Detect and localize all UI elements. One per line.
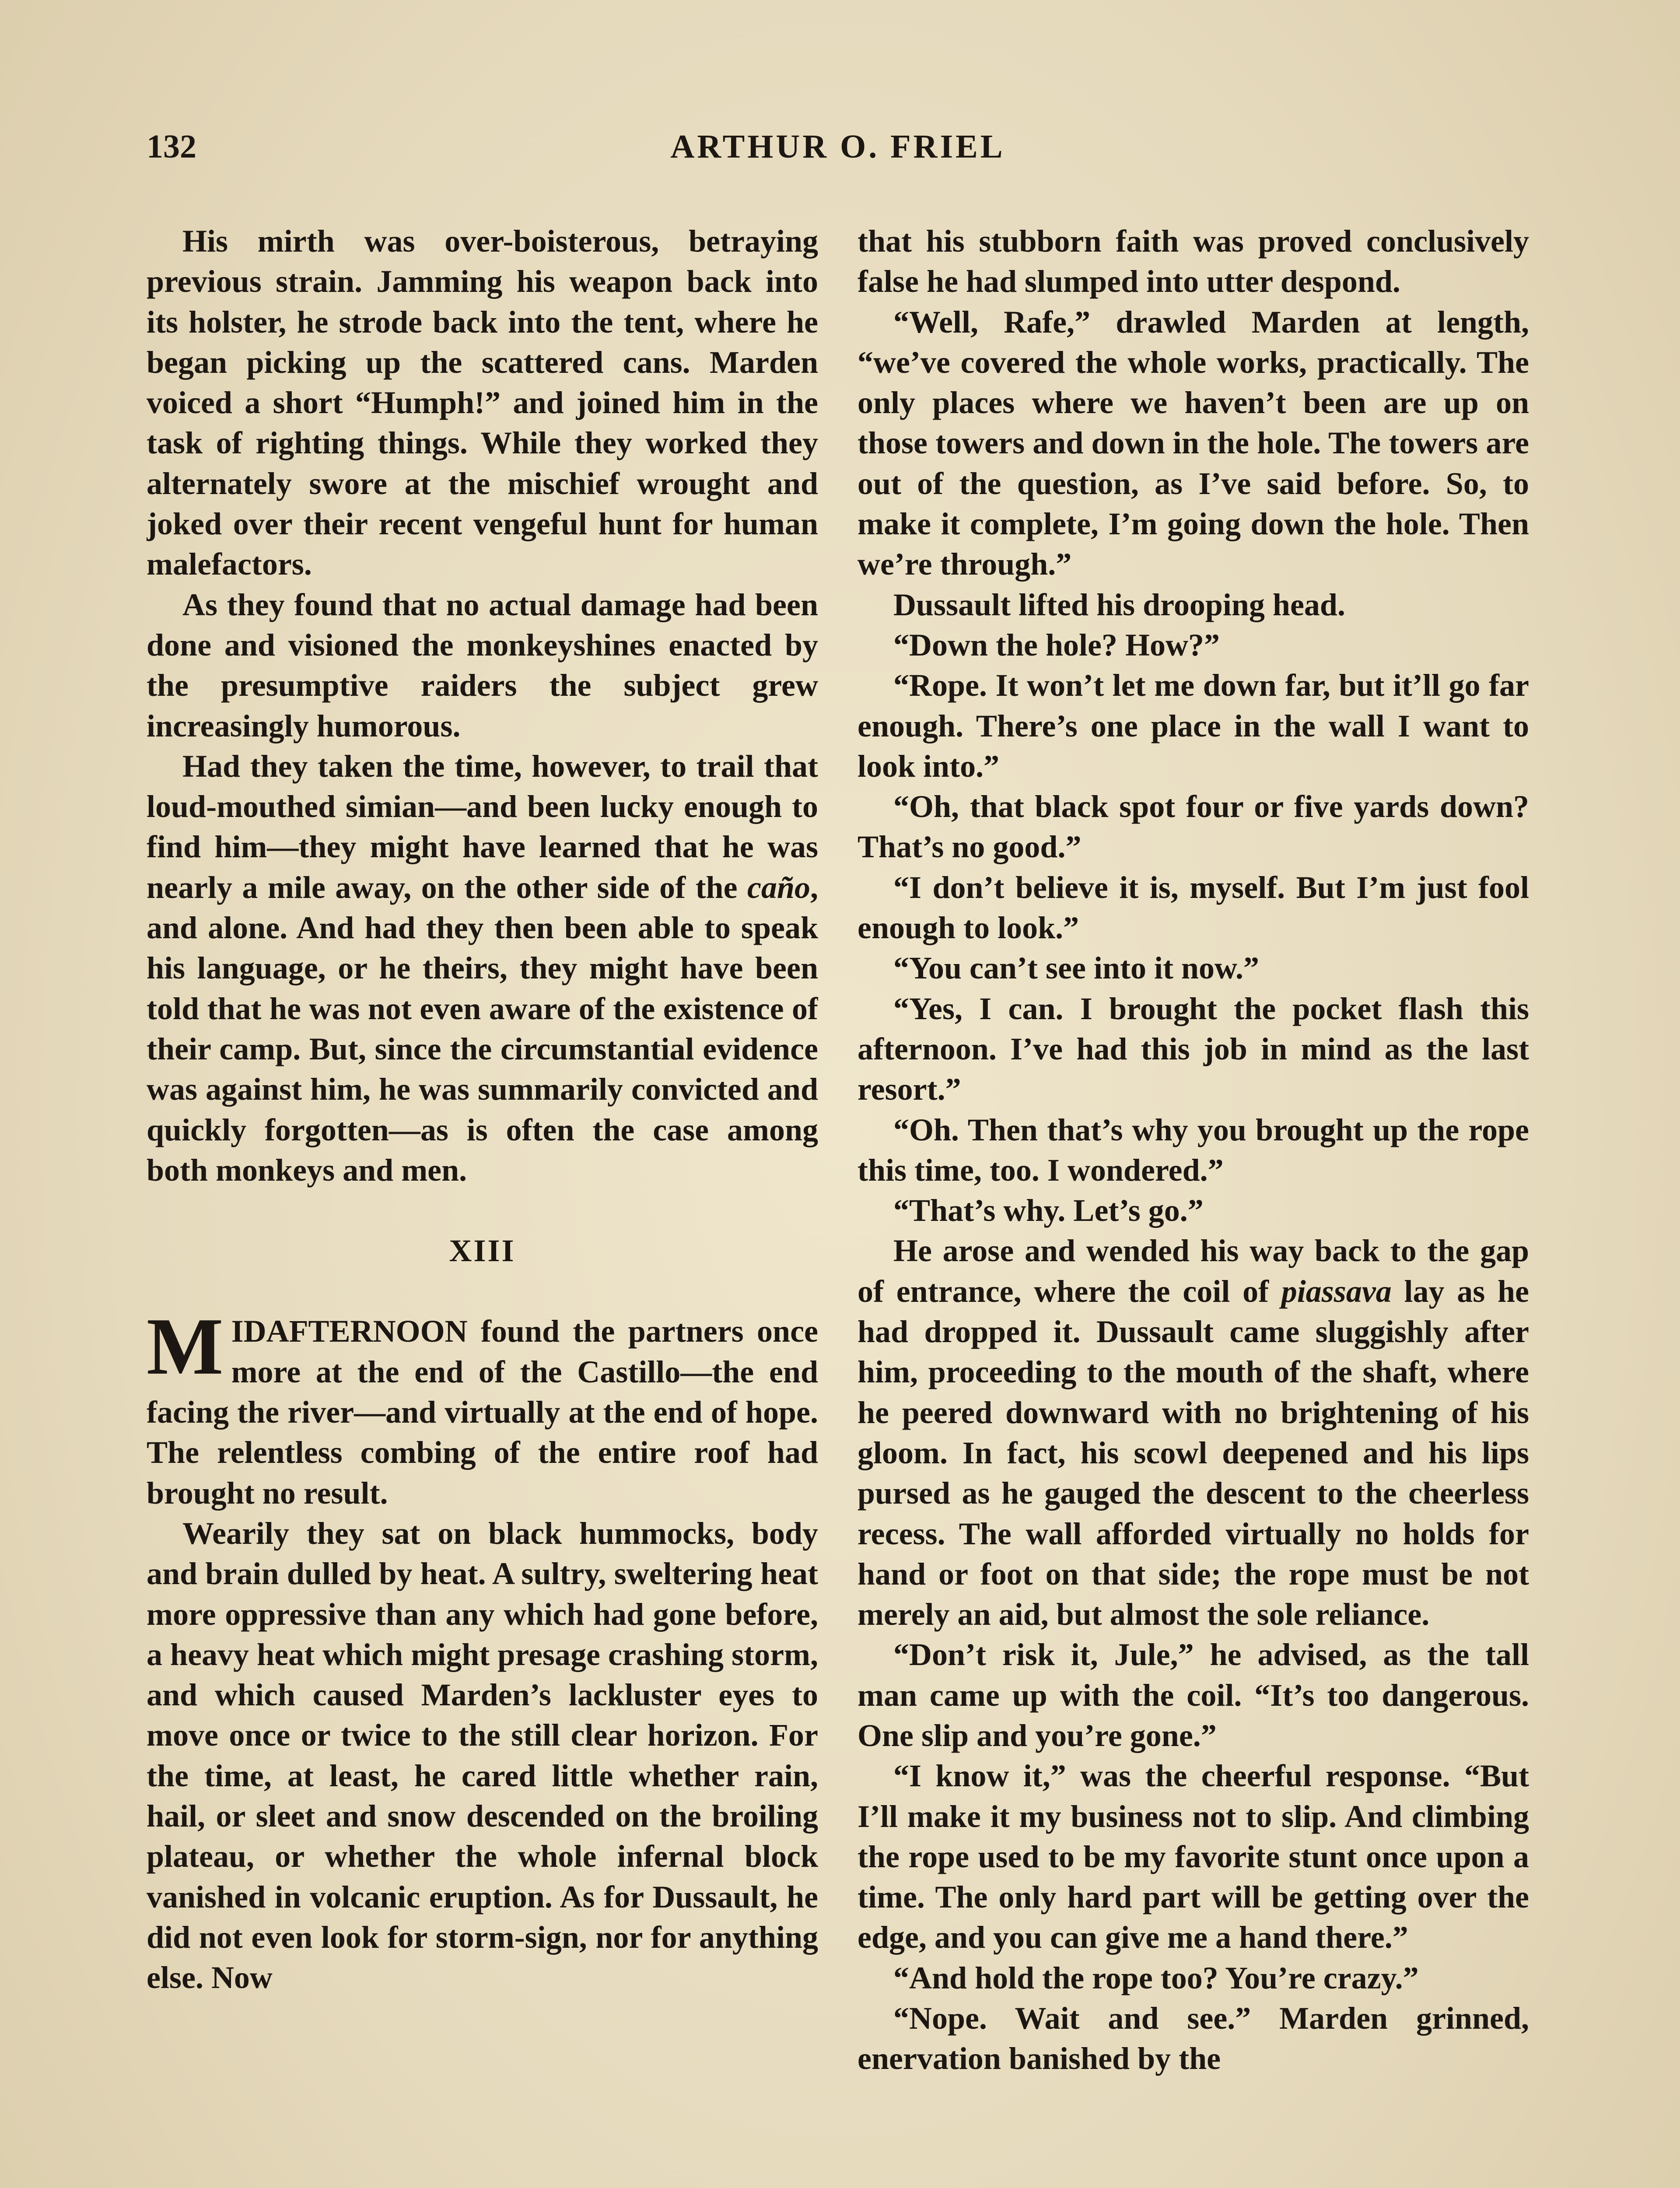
- paragraph: “I know it,” was the cheerful response. “But I’ll make it my business not to slip. And climbing the rope used to be my favorite stunt once upon a time. The only hard part will be getting over the edge, and you can give me a hand there.”: [858, 1758, 1529, 1955]
- running-head-author: ARTHUR O. FRIEL: [670, 128, 1005, 165]
- paragraph: “Yes, I can. I brought the pocket flash this afternoon. I’ve had this job in mind as the last resort.”: [858, 991, 1529, 1107]
- paragraph-text: He arose and wended his way back to the gap of entrance, where the coil of: [858, 1233, 1529, 1309]
- chapter-heading: XIII: [449, 1233, 516, 1269]
- italic-word: caño: [747, 870, 810, 905]
- paragraph: His mirth was over-boisterous, betraying previous strain. Jamming his weapon back into its holster, he strode back into the tent, where he began picking up the scattered cans. Marden voiced a short “Humph!” and joined him in the task of righting things. While they worked they alternately swore at the mischief wrought and joked over their recent vengeful hunt for human malefactors.: [147, 224, 818, 582]
- right-column: [858, 221, 1529, 2188]
- paragraph: “Down the hole? How?”: [893, 627, 1220, 663]
- paragraph: “You can’t see into it now.”: [893, 950, 1260, 986]
- paragraph: [858, 1231, 1529, 1634]
- drop-cap: M: [147, 1301, 224, 1392]
- left-column: [147, 221, 818, 2188]
- paragraph: that his stubborn faith was proved conclusively false he had slumped into utter despond.: [858, 224, 1529, 299]
- paragraph: [147, 746, 818, 1190]
- paragraph: “Oh. Then that’s why you brought up the rope this time, too. I wondered.”: [858, 1112, 1529, 1188]
- paragraph: “Don’t risk it, Jule,” he advised, as the tall man came up with the coil. “It’s too dangerous. One slip and you’re gone.”: [858, 1637, 1529, 1753]
- paragraph: “Oh, that black spot four or five yards down? That’s no good.”: [858, 789, 1529, 865]
- paragraph: Dussault lifted his drooping head.: [893, 587, 1345, 622]
- paragraph-text: Had they taken the time, however, to trail that loud-mouthed simian—and been lucky enough to find him—they might have learned that he was nearly a mile away, on the other side of the: [147, 748, 818, 905]
- paragraph: “I don’t believe it is, myself. But I’m just fool enough to look.”: [858, 870, 1529, 946]
- paragraph: “Nope. Wait and see.” Marden grinned, enervation banished by the: [858, 2001, 1529, 2076]
- paragraph: As they found that no actual damage had been done and visioned the monkeyshines enacted by the presumptive raiders the subject grew increasingly humorous.: [147, 587, 818, 743]
- text-columns: [147, 221, 1529, 2188]
- paragraph: “Well, Rafe,” drawled Marden at length, “we’ve covered the whole works, practically. The only places where we haven’t been are up on those towers and down in the hole. The towers are out of the question, as I’ve said before. So, to make it complete, I’m going down the hole. Then we’re through.”: [858, 304, 1529, 582]
- paragraph: “That’s why. Let’s go.”: [893, 1193, 1204, 1228]
- italic-word: piassava: [1281, 1273, 1392, 1309]
- paragraph-text: , and alone. And had they then been able to speak his language, or he theirs, they might have been told that he was not even aware of the existence of their camp. But, since the circumstantial evidence was against him, he was summarily convicted and quickly forgotten—as is often the case among both monkeys and men.: [147, 870, 818, 1188]
- chapter-opening-paragraph: [147, 1301, 818, 1513]
- page-number: 132: [147, 128, 196, 165]
- paragraph-text: IDAFTERNOON found the partners once more at the end of the Castillo—the end facing the river—and virtually at the end of hope. The relentless combing of the entire roof had brought no result.: [147, 1314, 818, 1511]
- paragraph: “Rope. It won’t let me down far, but it’ll go far enough. There’s one place in the wall I want to look into.”: [858, 668, 1529, 784]
- running-head: [147, 128, 1529, 180]
- paragraph-text: lay as he had dropped it. Dussault came sluggishly after him, proceeding to the mouth of the shaft, where he peered downward with no brightening of his gloom. In fact, his scowl deepened and his lips pursed as he gauged the descent to the cheerless recess. The wall afforded virtually no holds for hand or foot on that side; the rope must be not merely an aid, but almost the sole reliance.: [858, 1273, 1529, 1632]
- paragraph: “And hold the rope too? You’re crazy.”: [893, 1960, 1419, 1995]
- paragraph: Wearily they sat on black hummocks, body and brain dulled by heat. A sultry, sweltering heat more oppressive than any which had gone before, a heavy heat which might presage crashing storm, and which caused Marden’s lackluster eyes to move once or twice to the still clear horizon. For the time, at least, he cared little whether rain, hail, or sleet and snow descended on the broiling plateau, or whether the whole infernal block vanished in volcanic eruption. As for Dussault, he did not even look for storm-sign, nor for anything else. Now: [147, 1515, 818, 1995]
